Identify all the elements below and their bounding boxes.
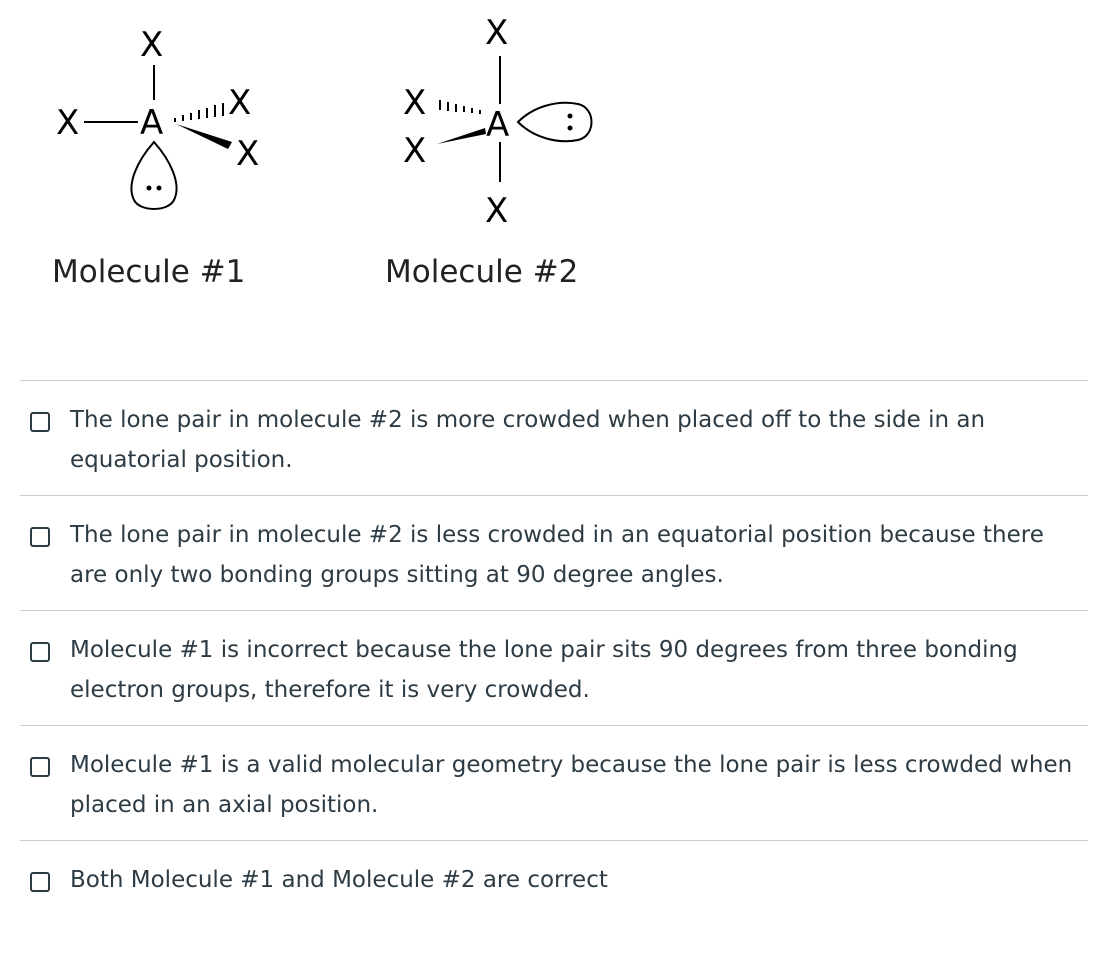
option-checkbox[interactable] (30, 642, 50, 662)
answer-option[interactable] (20, 495, 1088, 610)
option-text: Molecule #1 is incorrect because the lone pair sits 90 degrees from three bonding electron groups, therefore it is very crowded. (70, 637, 1018, 703)
molecule-1-label: Molecule #1 (52, 254, 246, 290)
m2-upper-left-x: X (403, 83, 427, 123)
option-text: The lone pair in molecule #2 is more crowded when placed off to the side in an equatorial position. (70, 407, 986, 473)
option-checkbox[interactable] (30, 872, 50, 892)
molecule-1-structure (52, 25, 259, 290)
option-checkbox[interactable] (30, 412, 50, 432)
m1-lower-right-x: X (236, 134, 260, 174)
option-text: Both Molecule #1 and Molecule #2 are correct (70, 867, 608, 893)
molecule-2-label: Molecule #2 (385, 254, 579, 290)
answer-options (20, 380, 1088, 955)
option-checkbox[interactable] (30, 527, 50, 547)
m1-top-x: X (140, 25, 164, 65)
option-text: Molecule #1 is a valid molecular geometry because the lone pair is less crowded when placed in an axial position. (70, 752, 1073, 818)
m1-upper-right-x: X (228, 83, 252, 123)
m2-lower-left-x: X (403, 131, 427, 171)
answer-option[interactable] (20, 840, 1088, 955)
answer-option[interactable] (20, 380, 1088, 495)
m2-center-a: A (486, 105, 510, 145)
option-checkbox[interactable] (30, 757, 50, 777)
answer-option[interactable] (20, 610, 1088, 725)
m2-bottom-x: X (485, 191, 509, 231)
m1-left-x: X (56, 103, 80, 143)
m2-top-x: X (485, 13, 509, 53)
molecule-figure (0, 0, 700, 340)
m1-center-a: A (140, 103, 164, 143)
molecule-diagram (0, 0, 700, 340)
molecule-2-structure (385, 13, 592, 290)
option-text: The lone pair in molecule #2 is less crowded in an equatorial position because there are only two bonding groups sitting at 90 degree angles. (70, 522, 1044, 588)
answer-option[interactable] (20, 725, 1088, 840)
